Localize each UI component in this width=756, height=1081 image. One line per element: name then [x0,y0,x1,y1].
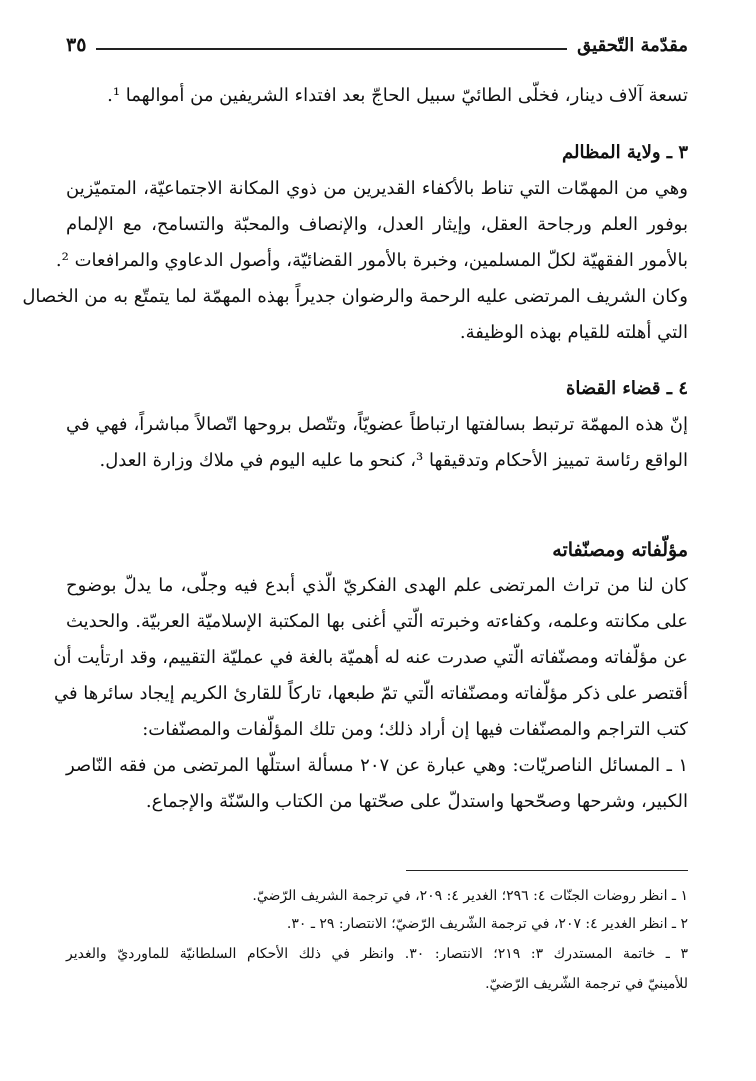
body-line: الواقع رئاسة تمييز الأحكام وتدقيقها ³، كنحو ما عليه اليوم في ملاك وزارة العدل. [99,450,688,471]
body-line: إنّ هذه المهمّة ترتبط بسالفتها ارتباطاً عضويّاً، وتتّصل بروحها اتّصالاً مباشراً، فهي في [66,414,688,435]
body-line: وهي من المهمّات التي تناط بالأكفاء القديرين من ذوي المكانة الاجتماعيّة، المتميّزين [66,178,688,199]
body-line-continuation: تسعة آلاف دينار، فخلّى الطائيّ سبيل الحاجّ بعد افتداء الشريفين من أموالهما ¹. [107,85,688,106]
footnote-3-continuation: للأمينيّ في ترجمة الشّريف الرّضيّ. [485,976,688,992]
footnote-3: ٣ ـ خاتمة المستدرك ٣: ٢١٩؛ الانتصار: ٣٠. وانظر في ذلك الأحكام السلطانيّة للماورديّ والغدير [66,946,688,962]
footnote-2: ٢ ـ انظر الغدير ٤: ٢٠٧، في ترجمة الشّريف الرّضيّ؛ الانتصار: ٢٩ ـ ٣٠. [286,916,688,932]
body-line: عن مؤلّفاته ومصنّفاته الّتي صدرت عنه له أهميّة بالغة في عمليّة التقييم، وقد ارتأيت أن [53,647,688,668]
section-heading-mazalim: ٣ ـ ولاية المظالم [562,142,688,163]
body-line: وكان الشريف المرتضى عليه الرحمة والرضوان جديراً بهذه المهمّة لما يتمتّع به من الخصال [22,286,688,307]
body-line: بالأمور الفقهيّة لكلّ المسلمين، وخبرة بالأمور القضائيّة، وأصول الدعاوي والمرافعات ². [55,250,688,271]
body-line: أقتصر على ذكر مؤلّفاته ومصنّفاته الّتي تمّ طبعها، تاركاً للقارئ الكريم إيجاد سائرها في [53,683,688,704]
page-number: ٣٥ [66,34,87,56]
page-header [66,28,688,62]
header-rule [96,48,567,50]
body-line: بوفور العلم ورجاحة العقل، وإيثار العدل، والإنصاف والمحبّة والتسامح، مع الإلمام [66,214,688,235]
body-line: التي أهلته للقيام بهذه الوظيفة. [459,322,688,343]
body-line: ١ ـ المسائل الناصريّات: وهي عبارة عن ٢٠٧ مسألة استلّها المرتضى من فقه النّاصر [66,755,688,776]
footnote-1: ١ ـ انظر روضات الجنّات ٤: ٢٩٦؛ الغدير ٤: ٢٠٩، في ترجمة الشريف الرّضيّ. [252,888,688,904]
section-heading-works: مؤلّفاته ومصنّفاته [552,539,688,561]
running-title: مقدّمة التّحقيق [577,34,688,56]
footnote-separator [406,870,688,871]
body-line: على مكانته وعلمه، وكفاءته وخبرته الّتي أغنى بها المكتبة الإسلاميّة العربيّة. والحديث [66,611,688,632]
section-heading-qudat: ٤ ـ قضاء القضاة [565,378,688,399]
body-line: كان لنا من تراث المرتضى علم الهدى الفكريّ الّذي أبدع فيه وجلّى، ما يدلّ بوضوح [66,575,688,596]
body-line: الكبير، وشرحها وصحّحها واستدلّ على صحّتها من الكتاب والسّنّة والإجماع. [145,791,688,812]
body-line: كتب التراجم والمصنّفات فيها إن أراد ذلك؛ ومن تلك المؤلّفات والمصنّفات: [142,719,688,740]
